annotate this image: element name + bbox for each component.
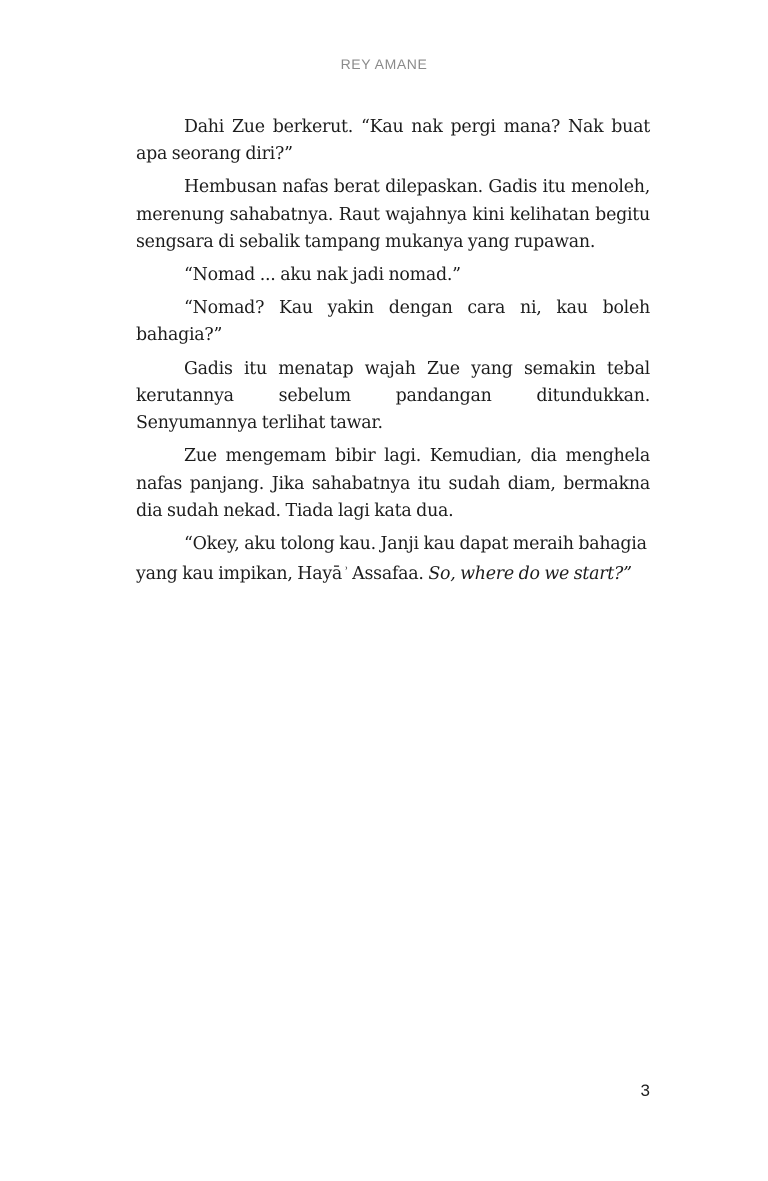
paragraph-last: [136, 531, 650, 589]
paragraph: Zue mengemam bibir lagi. Kemudian, dia menghela nafas panjang. Jika sahabatnya itu sudah diam, bermakna dia sudah nekad. Tiada lagi kata dua.: [136, 446, 650, 521]
paragraph: Dahi Zue berkerut. “Kau nak pergi mana? Nak buat apa seorang diri?”: [136, 117, 650, 165]
paragraph-text: Assafaa.: [352, 564, 429, 585]
page-number: 3: [640, 1081, 650, 1100]
paragraph: Hembusan nafas berat dilepaskan. Gadis itu menoleh, merenung sahabatnya. Raut wajahnya kini kelihatan begitu sengsara di sebalik tampang mukanya yang rupawan.: [136, 177, 650, 252]
body-text: [136, 114, 650, 594]
paragraph: “Nomad ... aku nak jadi nomad.”: [184, 265, 461, 286]
paragraph: “Nomad? Kau yakin dengan cara ni, kau boleh bahagia?”: [136, 298, 650, 346]
paragraph-text: “Okey, aku tolong kau. Janji kau dapat meraih bahagia yang kau impikan, Hayā: [136, 533, 647, 585]
paragraph: Gadis itu menatap wajah Zue yang semakin tebal kerutannya sebelum pandangan ditundukkan. Senyumannya terlihat tawar.: [136, 358, 650, 434]
running-head: REY AMANE: [340, 56, 428, 72]
hamza-mark: ʾ: [345, 565, 349, 579]
italic-phrase: So, where do we start?”: [428, 564, 632, 585]
